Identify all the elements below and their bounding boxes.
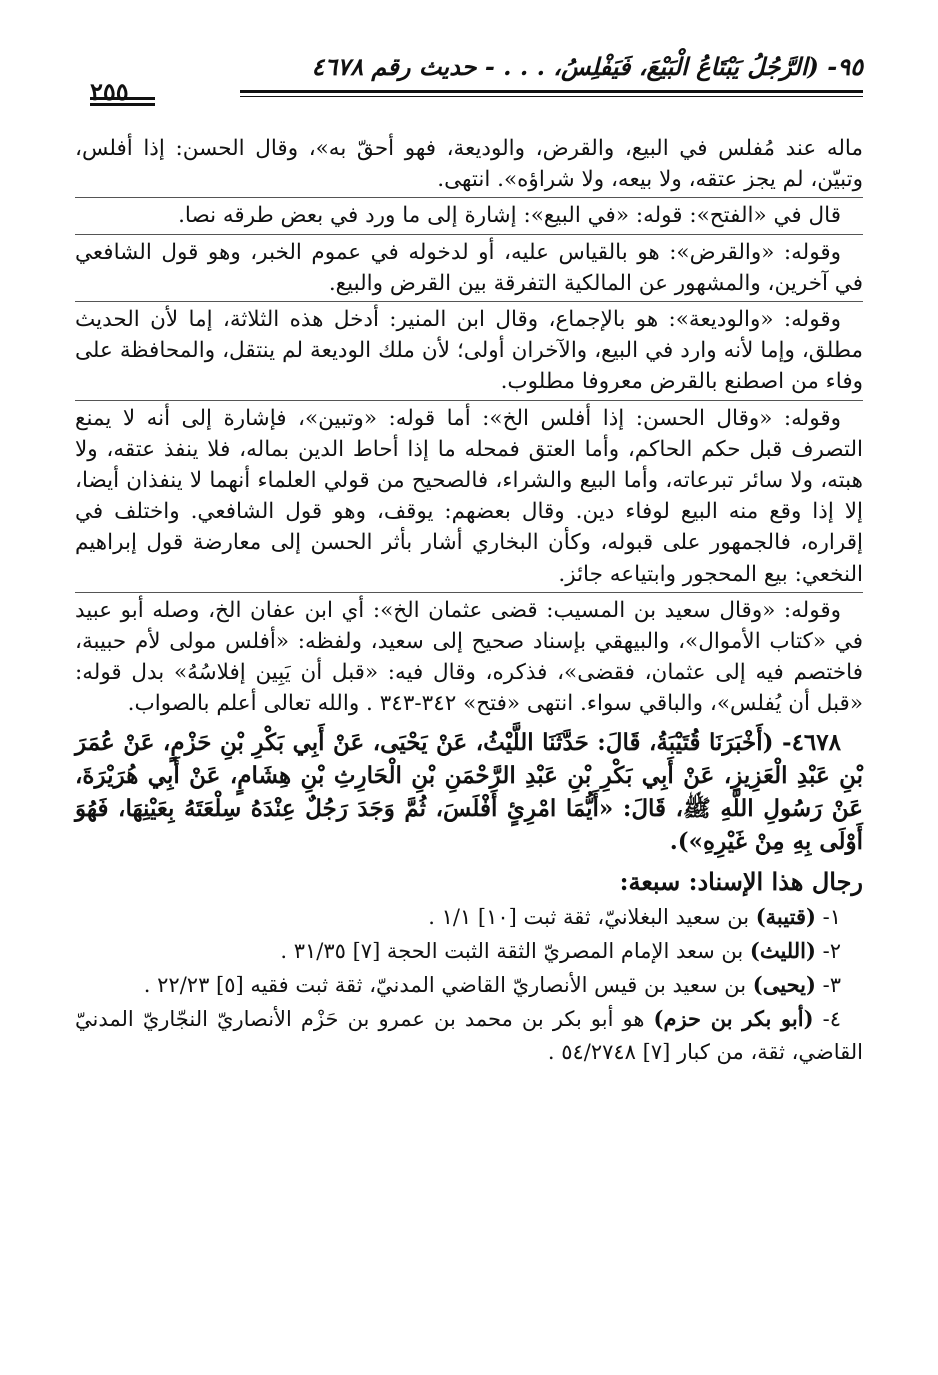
- paragraph-6: وقوله: «وقال سعيد بن المسيب: قضى عثمان الخ»: أي ابن عفان الخ، وصله أبو عبيد في «كتاب الأموال»، والبيهقي بإسناد صحيح إلى سعيد، ولفظه: «أفلس مولى لأم حبيبة، فاختصم فيه إلى عثمان، فقضى»، فذكره، وقال فيه: «قبل أن يَبِين إفلاسُهُ» بدل قوله: «قبل أن يُفلس»، والباقي سواء. انتهى «فتح» ٣٤٢-٣٤٣ . والله تعالى أعلم بالصواب.: [75, 597, 863, 717]
- narrator-item: [75, 1002, 863, 1069]
- narrator-item: [75, 900, 863, 934]
- paragraph-4: وقوله: «والوديعة»: هو بالإجماع، وقال ابن المنير: أدخل هذه الثلاثة، إما لأن الحديث مطلق، وإما لأنه وارد في البيع، والآخران أولى؛ لأن ملك الوديعة لم ينتقل، والمحافظة على وفاء من اصطنع بالقرض معروفا مطلوب.: [75, 307, 863, 395]
- page-body: [75, 133, 863, 1069]
- narrator-number: ٣-: [822, 972, 841, 997]
- paragraph-1: ماله عند مُفلس في البيع، والقرض، والوديعة، فهو أحقّ به»، وقال الحسن: إذا أفلس، وتبيّن، لم يجز عتقه، ولا بيعه، ولا شراؤه». انتهى.: [75, 136, 863, 193]
- separator-line: [75, 400, 863, 401]
- paragraph-2: قال في «الفتح»: قوله: «في البيع»: إشارة إلى ما ورد في بعض طرقه نصا.: [178, 203, 841, 229]
- narrator-name: (يحيى): [752, 971, 816, 997]
- narrator-item: [75, 934, 863, 968]
- separator-line: [75, 301, 863, 302]
- narrator-description: بن سعيد البغلانيّ، ثقة ثبت [١٠] ١/١ .: [428, 904, 750, 929]
- paragraph-3: وقوله: «والقرض»: هو بالقياس عليه، أو لدخوله في عموم الخبر، وهو قول الشافعي في آخرين، والمشهور عن المالكية التفرقة بين القرض والبيع.: [75, 239, 863, 296]
- separator-line: [75, 234, 863, 235]
- narrator-number: ٤-: [822, 1006, 841, 1031]
- chapter-title: ٩٥- (الرَّجُلُ يَبْتَاعُ الْبَيْعَ، فَيَفْلِسُ، . . . - حديث رقم ٤٦٧٨: [311, 52, 863, 81]
- page-header: [90, 52, 863, 112]
- narrator-number: ٢-: [822, 938, 841, 963]
- header-rule: [240, 90, 863, 97]
- narrator-name: (أبو بكر بن حزم): [653, 1005, 814, 1031]
- paragraph-5: وقوله: «وقال الحسن: إذا أفلس الخ»: أما قوله: «وتبين»، فإشارة إلى أنه لا يمنع التصرف قبل حكم الحاكم، وأما العتق فمحله ما إذا أحاط الدين بماله، فلا ينفذ عتقه، ولا هبته، ولا سائر تبرعاته، وأما البيع والشراء، فالصحيح من قولي العلماء أنهما لا ينفذان أيضا، إلا إذا وقع منه البيع لوفاء دين. وقال بعضهم: يوقف، وهو قول الشافعي. واختلف في إقراره، فالجمهور على قبوله، وكأن البخاري أشار بأثر الحسن إلى معارضة قول إبراهيم النخعي: بيع المحجور وابتياعه جائز.: [75, 405, 863, 587]
- page-number: ٢٥٥: [90, 77, 129, 106]
- narrator-description: هو أبو بكر بن محمد بن عمرو بن حَزْم الأنصاريّ النجّاريّ المدنيّ القاضي، ثقة، من كبار [٧] ٥٤/٢٧٤٨ .: [75, 1006, 863, 1064]
- narrator-description: بن سعد الإمام المصريّ الثقة الثبت الحجة [٧] ٣١/٣٥ .: [280, 938, 744, 963]
- narrator-name: (قتيبة): [755, 903, 816, 929]
- section-heading: رجال هذا الإسناد: سبعة:: [619, 866, 863, 896]
- narrator-name: (الليث): [749, 937, 816, 963]
- narrator-description: بن سعيد بن قيس الأنصاريّ القاضي المدنيّ، ثقة ثبت فقيه [٥] ٢٢/٢٣ .: [143, 972, 747, 997]
- hadith-text: ٤٦٧٨- (أَخْبَرَنَا قُتَيْبَةُ، قَالَ: حَدَّثَنَا اللَّيْثُ، عَنْ يَحْيَى، عَنْ أَبِي بَكْرِ بْنِ حَزْمٍ، عَنْ عُمَرَ بْنِ عَبْدِ الْعَزِيزِ، عَنْ أَبِي بَكْرِ بْنِ عَبْدِ الرَّحْمَنِ بْنِ الْحَارِثِ بْنِ هِشَامٍ، عَنْ أَبِي هُرَيْرَةَ، عَنْ رَسُولِ اللَّهِ ﷺ، قَالَ: «أَيُّمَا امْرِئٍ أَفْلَسَ، ثُمَّ وَجَدَ رَجُلٌ عِنْدَهُ سِلْعَتَهُ بِعَيْنِهَا، فَهُوَ أَوْلَى بِهِ مِنْ غَيْرِهِ»).: [75, 728, 863, 855]
- narrator-number: ١-: [822, 904, 841, 929]
- separator-line: [75, 592, 863, 593]
- page-number-rule: [90, 97, 155, 106]
- separator-line: [75, 197, 863, 198]
- narrator-item: [75, 968, 863, 1002]
